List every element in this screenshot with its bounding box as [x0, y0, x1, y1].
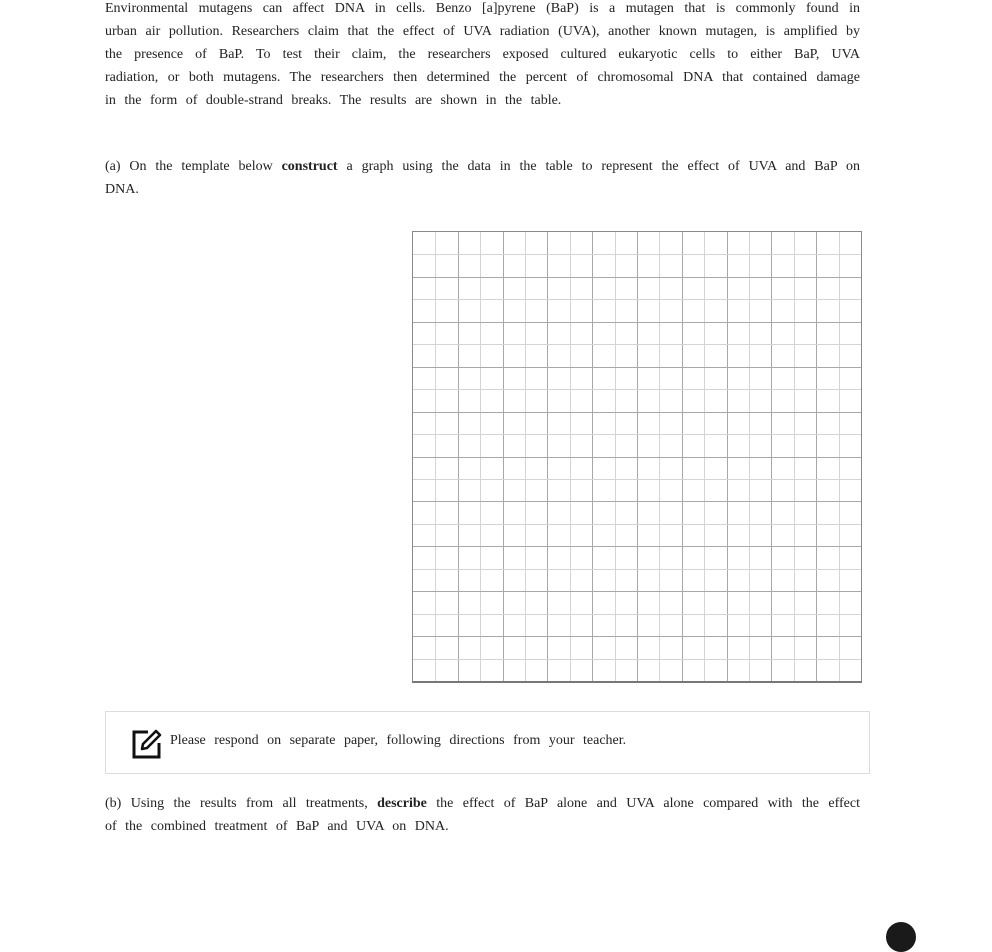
part-a-prefix: (a) On the template below [105, 159, 282, 174]
response-prompt-box [105, 711, 870, 774]
pencil-edit-icon [132, 729, 162, 759]
intro-paragraph: Environmental mutagens can affect DNA in cells. Benzo [a]pyrene (BaP) is a mutagen that is commonly found in urban air pollution. Researchers claim that the effect of UVA radiation (UVA), another known mutagen, is amplified by the presence of BaP. To test their claim, the researchers exposed cultured eukaryotic cells to either BaP, UVA radiation, or both mutagens. The researchers then determined the percent of chromosomal DNA that contained damage in the form of double-strand breaks. The results are shown in the table. [105, 1, 860, 108]
part-a-keyword: construct [281, 159, 338, 174]
part-b-suffix: the effect of BaP alone and UVA alone compared with the effect of the combined treatment of BaP and UVA on DNA. [105, 796, 861, 834]
question-part-a [105, 155, 860, 201]
part-a-suffix: a graph using the data in the table to represent the effect of UVA and BaP on DNA. [105, 159, 860, 197]
graph-template-grid [412, 231, 862, 683]
part-b-keyword: describe [377, 796, 427, 811]
grid-lines [413, 232, 862, 683]
corner-circle-icon [886, 922, 916, 952]
question-part-b [105, 792, 860, 838]
part-b-prefix: (b) Using the results from all treatments, [105, 796, 378, 811]
response-prompt-text: Please respond on separate paper, following directions from your teacher. [170, 733, 627, 748]
